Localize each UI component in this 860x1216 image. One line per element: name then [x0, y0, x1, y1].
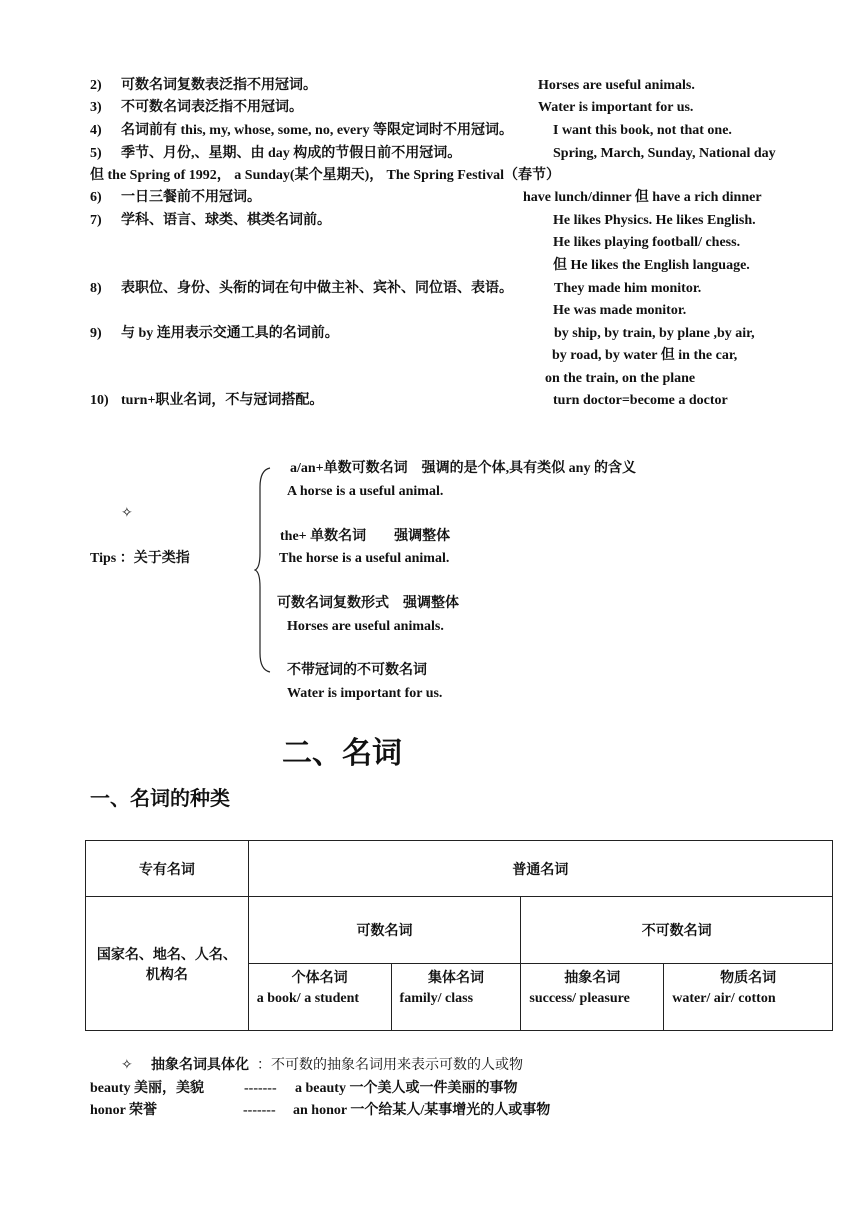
rule-example: by ship, by train, by plane ,by air, [554, 326, 755, 341]
rule-example: 但 He likes the English language. [553, 258, 750, 273]
rule-example: Horses are useful animals. [538, 78, 695, 93]
rule-example: by road, by water 但 in the car, [552, 348, 738, 363]
rule-example: Spring, March, Sunday, National day [553, 146, 776, 161]
rule-text: 表职位、身份、头衔的词在句中做主补、宾补、同位语、表语。 [121, 281, 513, 296]
rule-number: 4) [90, 123, 102, 138]
rule-text: 可数名词复数表泛指不用冠词。 [121, 78, 317, 93]
header-uncountable: 不可数名词 [521, 897, 833, 964]
rule-number: 5) [90, 146, 102, 161]
rule-example: I want this book, not that one. [553, 123, 732, 138]
rule-example: on the train, on the plane [545, 371, 696, 386]
subsection-title: 一、名词的种类 [90, 786, 230, 810]
rule-number: 2) [90, 78, 102, 93]
header-countable: 可数名词 [248, 897, 521, 964]
rule-example: He likes Physics. He likes English. [553, 213, 756, 228]
tips-label: Tips ：关于类指 [90, 551, 190, 566]
note-title: 抽象名词具体化 [151, 1058, 249, 1073]
rule-number: 9) [90, 326, 102, 341]
diamond-icon: ✧ [121, 506, 133, 521]
rule-example: turn doctor=become a doctor [553, 393, 728, 408]
note-dash: ------- [244, 1081, 277, 1096]
rule-text: 与 by 连用表示交通工具的名词前。 [121, 326, 339, 341]
type-name: 集体名词 [427, 971, 484, 986]
note-word: beauty 美丽，美貌 [90, 1081, 204, 1096]
rule-number: 8) [90, 281, 102, 296]
type-example: family/ class [399, 991, 474, 1006]
tip-example: A horse is a useful animal. [287, 484, 444, 499]
proper-noun-examples: 国家名、地名、人名、机构名 [86, 897, 249, 1031]
rule-example: Water is important for us. [538, 100, 694, 115]
rule-continuation: 但 the Spring of 1992， a Sunday(某个星期天)， The Spring Festival（春节） [90, 168, 560, 183]
brace-icon [254, 467, 274, 673]
rule-example: have lunch/dinner 但 have a rich dinner [523, 190, 762, 205]
type-name: 抽象名词 [564, 971, 621, 986]
rule-number: 3) [90, 100, 102, 115]
rule-number: 10) [90, 393, 109, 408]
rule-text: 不可数名词表泛指不用冠词。 [121, 100, 303, 115]
note-example: an honor 一个给某人/某事增光的人或事物 [293, 1103, 551, 1118]
tip-heading: 可数名词复数形式 强调整体 [277, 596, 459, 611]
note-word: honor 荣誉 [90, 1103, 158, 1118]
tip-heading: 不带冠词的不可数名词 [287, 663, 427, 678]
cell-material [664, 964, 833, 1031]
note-description: ：不可数的抽象名词用来表示可数的人或物 [257, 1058, 523, 1073]
rule-number: 6) [90, 190, 102, 205]
note-dash: ------- [243, 1103, 276, 1118]
type-example: success/ pleasure [529, 991, 630, 1006]
type-name: 物质名词 [720, 971, 777, 986]
type-example: a book/ a student [256, 991, 360, 1006]
cell-collective [391, 964, 521, 1031]
noun-kinds-table [85, 840, 833, 1031]
cell-individual [248, 964, 391, 1031]
section-title: 二、名词 [282, 736, 402, 771]
header-proper-noun: 专有名词 [86, 841, 249, 897]
rule-text: 名词前有 this, my, whose, some, no, every 等限定词时不用冠词。 [121, 123, 513, 138]
rule-example: He likes playing football/ chess. [553, 235, 741, 250]
rule-example: He was made monitor. [553, 303, 687, 318]
tip-example: Water is important for us. [287, 686, 443, 701]
note-example: a beauty 一个美人或一件美丽的事物 [295, 1081, 518, 1096]
rule-text: 季节、月份,、星期、由 day 构成的节假日前不用冠词。 [121, 146, 462, 161]
tip-example: The horse is a useful animal. [279, 551, 450, 566]
rule-number: 7) [90, 213, 102, 228]
tip-heading: a/an+单数可数名词 强调的是个体,具有类似 any 的含义 [290, 461, 636, 476]
rule-text: turn+职业名词，不与冠词搭配。 [121, 393, 324, 408]
rule-text: 学科、语言、球类、棋类名词前。 [121, 213, 331, 228]
rule-text: 一日三餐前不用冠词。 [121, 190, 261, 205]
cell-abstract [521, 964, 664, 1031]
tip-example: Horses are useful animals. [287, 619, 444, 634]
diamond-icon: ✧ [121, 1058, 133, 1073]
type-example: water/ air/ cotton [672, 991, 776, 1006]
header-common-noun: 普通名词 [248, 841, 832, 897]
rule-example: They made him monitor. [554, 281, 702, 296]
tip-heading: the+ 单数名词 强调整体 [280, 529, 451, 544]
type-name: 个体名词 [291, 971, 348, 986]
